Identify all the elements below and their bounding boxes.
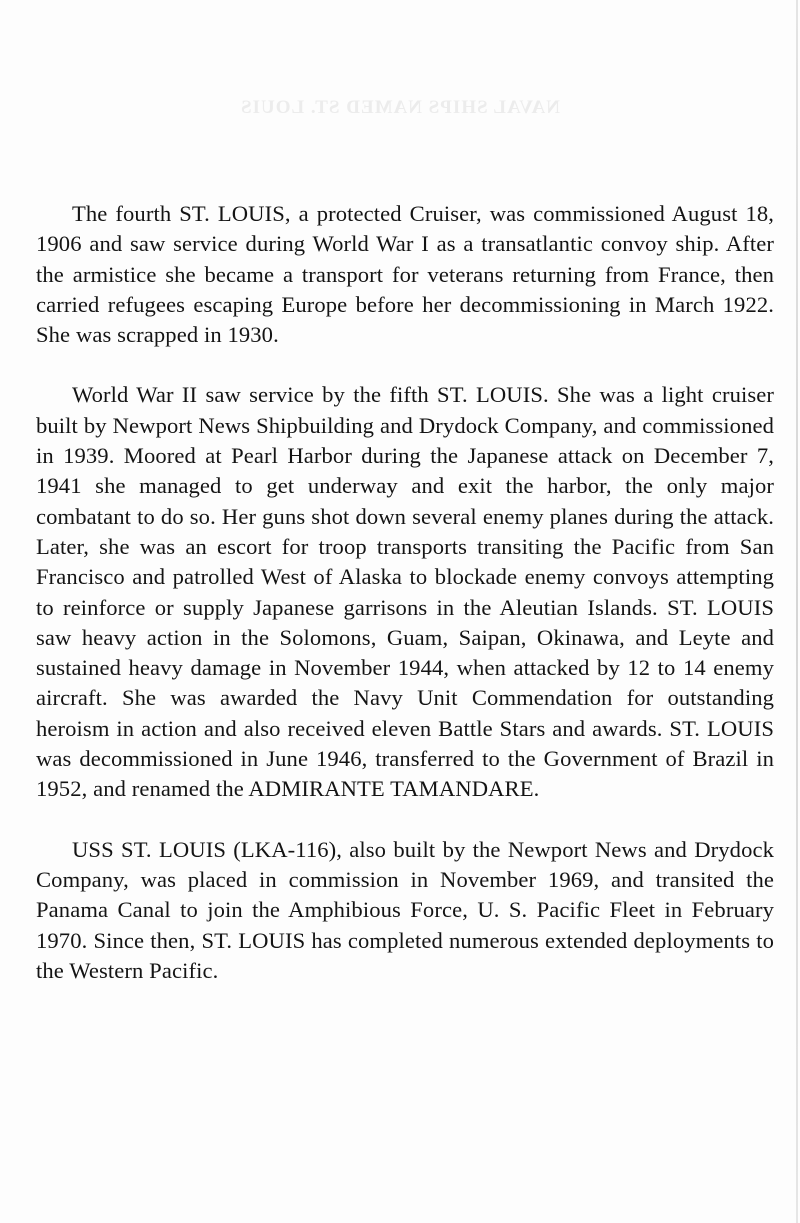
page-edge bbox=[796, 0, 798, 1223]
paragraph-uss-st-louis-lka-116: USS ST. LOUIS (LKA-116), also built by the Newport News and Drydock Company, was placed in commission in November 1969, and transited the Panama Canal to join the Amphibious Force, U. S. Pacific Fleet in February 1970. Since then, ST. LOUIS has completed numerous extended deployments to the Western Pacific. bbox=[36, 836, 774, 983]
page-body bbox=[36, 199, 774, 1016]
paragraph-fifth-st-louis: World War II saw service by the fifth ST. LOUIS. She was a light cruiser built by Newport News Shipbuilding and Drydock Company, and commissioned in 1939. Moored at Pearl Harbor during the Japanese attack on December 7, 1941 she managed to get underway and exit the harbor, the only major combatant to do so. Her guns shot down several enemy planes during the attack. Later, she was an escort for troop transports transiting the Pacific from San Francisco and patrolled West of Alaska to blockade enemy convoys attempting to reinforce or supply Japanese garrisons in the Aleutian Islands. ST. LOUIS saw heavy action in the Solomons, Guam, Saipan, Okinawa, and Leyte and sustained heavy damage in November 1944, when attacked by 12 to 14 enemy aircraft. She was awarded the Navy Unit Commendation for outstanding heroism in action and also received eleven Battle Stars and awards. ST. LOUIS was decommissioned in June 1946, transferred to the Government of Brazil in 1952, and renamed the ADMIRANTE TAMANDARE. bbox=[36, 382, 774, 802]
bleed-through-heading: NAVAL SHIPS NAMED ST. LOUIS bbox=[240, 97, 561, 118]
paragraph-fourth-st-louis: The fourth ST. LOUIS, a protected Cruiser, was commissioned August 18, 1906 and saw service during World War I as a transatlantic convoy ship. After the armistice she became a transport for veterans returning from France, then carried refugees escaping Europe before her decommissioning in March 1922. She was scrapped in 1930. bbox=[36, 201, 774, 348]
